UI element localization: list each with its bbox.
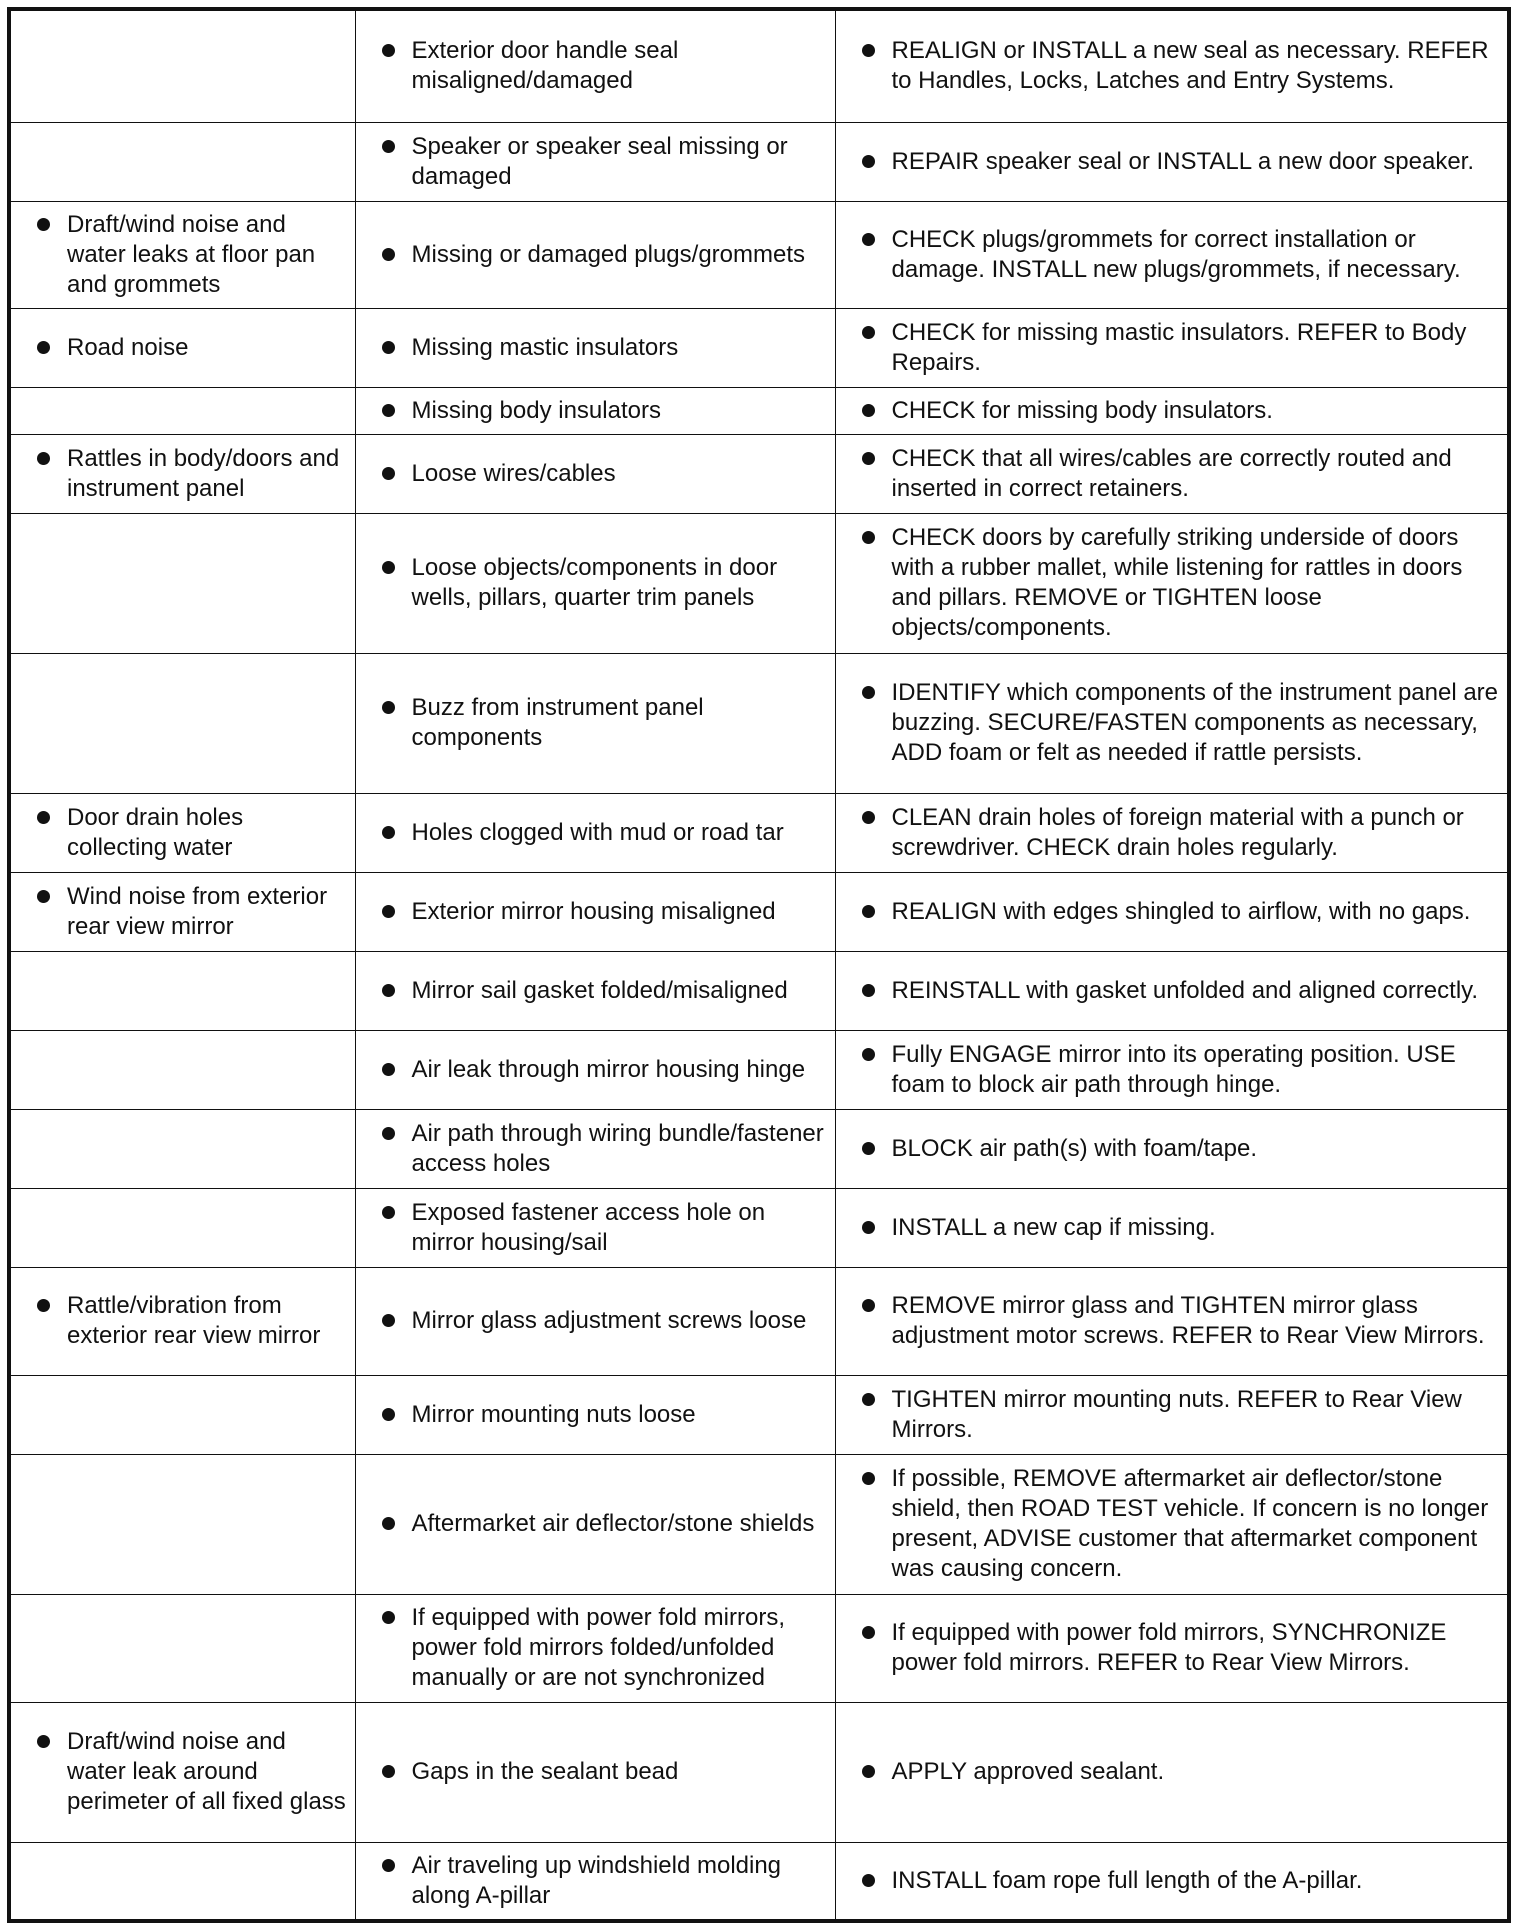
action-cell xyxy=(835,653,1509,793)
condition-cell xyxy=(9,434,355,513)
cause-text: Air traveling up windshield molding along A-pillar xyxy=(382,1851,829,1911)
cause-cell xyxy=(355,201,835,308)
action-text: REPAIR speaker seal or INSTALL a new door speaker. xyxy=(862,147,1502,177)
symptom-chart-body xyxy=(9,9,1509,1921)
action-text: REALIGN or INSTALL a new seal as necessary. REFER to Handles, Locks, Latches and Entry Systems. xyxy=(862,36,1502,96)
cause-cell xyxy=(355,1842,835,1921)
action-cell xyxy=(835,1702,1509,1842)
cause-text: Mirror mounting nuts loose xyxy=(382,1400,829,1430)
condition-cell xyxy=(9,201,355,308)
action-cell xyxy=(835,308,1509,387)
action-text: REMOVE mirror glass and TIGHTEN mirror glass adjustment motor screws. REFER to Rear View Mirrors. xyxy=(862,1291,1502,1351)
action-text: INSTALL a new cap if missing. xyxy=(862,1213,1502,1243)
condition-cell xyxy=(9,1702,355,1842)
table-row xyxy=(9,872,1509,951)
cause-text: Air path through wiring bundle/fastener access holes xyxy=(382,1119,829,1179)
cause-text: Gaps in the sealant bead xyxy=(382,1757,829,1787)
action-cell xyxy=(835,434,1509,513)
condition-cell xyxy=(9,1454,355,1594)
cause-cell xyxy=(355,122,835,201)
action-text: CLEAN drain holes of foreign material with a punch or screwdriver. CHECK drain holes regularly. xyxy=(862,803,1502,863)
cause-cell xyxy=(355,872,835,951)
condition-cell xyxy=(9,653,355,793)
action-text: BLOCK air path(s) with foam/tape. xyxy=(862,1134,1502,1164)
cause-cell xyxy=(355,513,835,653)
table-row xyxy=(9,1030,1509,1109)
cause-text: Missing body insulators xyxy=(382,396,829,426)
condition-cell xyxy=(9,9,355,122)
action-cell xyxy=(835,1375,1509,1454)
table-row xyxy=(9,1702,1509,1842)
cause-text: Exterior door handle seal misaligned/damaged xyxy=(382,36,829,96)
table-row xyxy=(9,387,1509,434)
action-text: CHECK that all wires/cables are correctly routed and inserted in correct retainers. xyxy=(862,444,1502,504)
cause-text: If equipped with power fold mirrors, power fold mirrors folded/unfolded manually or are not synchronized xyxy=(382,1603,829,1693)
cause-cell xyxy=(355,387,835,434)
table-row xyxy=(9,1109,1509,1188)
cause-cell xyxy=(355,1594,835,1702)
condition-cell xyxy=(9,1188,355,1267)
cause-text: Buzz from instrument panel components xyxy=(382,693,829,753)
table-row xyxy=(9,1375,1509,1454)
cause-text: Missing mastic insulators xyxy=(382,333,829,363)
action-text: REALIGN with edges shingled to airflow, with no gaps. xyxy=(862,897,1502,927)
condition-text: Road noise xyxy=(37,333,349,363)
table-row xyxy=(9,1842,1509,1921)
cause-text: Missing or damaged plugs/grommets xyxy=(382,240,829,270)
action-text: CHECK for missing mastic insulators. REFER to Body Repairs. xyxy=(862,318,1502,378)
cause-cell xyxy=(355,951,835,1030)
table-row xyxy=(9,513,1509,653)
action-text: INSTALL foam rope full length of the A-pillar. xyxy=(862,1866,1502,1896)
cause-text: Speaker or speaker seal missing or damaged xyxy=(382,132,829,192)
cause-text: Loose wires/cables xyxy=(382,459,829,489)
table-row xyxy=(9,793,1509,872)
cause-cell xyxy=(355,793,835,872)
cause-text: Air leak through mirror housing hinge xyxy=(382,1055,829,1085)
action-cell xyxy=(835,513,1509,653)
table-row xyxy=(9,201,1509,308)
action-cell xyxy=(835,201,1509,308)
action-cell xyxy=(835,951,1509,1030)
condition-cell xyxy=(9,793,355,872)
cause-text: Exterior mirror housing misaligned xyxy=(382,897,829,927)
action-cell xyxy=(835,1454,1509,1594)
action-cell xyxy=(835,872,1509,951)
condition-text: Wind noise from exterior rear view mirror xyxy=(37,882,349,942)
cause-text: Loose objects/components in door wells, pillars, quarter trim panels xyxy=(382,553,829,613)
table-row xyxy=(9,653,1509,793)
cause-text: Mirror sail gasket folded/misaligned xyxy=(382,976,829,1006)
action-cell xyxy=(835,387,1509,434)
table-row xyxy=(9,122,1509,201)
cause-cell xyxy=(355,1030,835,1109)
condition-cell xyxy=(9,1109,355,1188)
table-row xyxy=(9,1188,1509,1267)
condition-cell xyxy=(9,1267,355,1375)
table-row xyxy=(9,434,1509,513)
cause-text: Exposed fastener access hole on mirror housing/sail xyxy=(382,1198,829,1258)
action-cell xyxy=(835,1188,1509,1267)
table-row xyxy=(9,9,1509,122)
action-text: REINSTALL with gasket unfolded and aligned correctly. xyxy=(862,976,1502,1006)
condition-text: Rattles in body/doors and instrument panel xyxy=(37,444,349,504)
condition-text: Rattle/vibration from exterior rear view mirror xyxy=(37,1291,349,1351)
table-row xyxy=(9,1267,1509,1375)
action-text: Fully ENGAGE mirror into its operating position. USE foam to block air path through hinge. xyxy=(862,1040,1502,1100)
action-cell xyxy=(835,793,1509,872)
cause-text: Mirror glass adjustment screws loose xyxy=(382,1306,829,1336)
action-cell xyxy=(835,1030,1509,1109)
diagnosis-table-container xyxy=(7,7,1507,1923)
condition-cell xyxy=(9,1375,355,1454)
cause-cell xyxy=(355,308,835,387)
table-row xyxy=(9,1454,1509,1594)
action-text: CHECK plugs/grommets for correct installation or damage. INSTALL new plugs/grommets, if necessary. xyxy=(862,225,1502,285)
action-cell xyxy=(835,1267,1509,1375)
action-cell xyxy=(835,1594,1509,1702)
condition-text: Door drain holes collecting water xyxy=(37,803,349,863)
cause-cell xyxy=(355,1267,835,1375)
action-cell xyxy=(835,9,1509,122)
symptom-chart-table xyxy=(7,7,1511,1923)
condition-cell xyxy=(9,1842,355,1921)
condition-cell xyxy=(9,513,355,653)
cause-cell xyxy=(355,434,835,513)
condition-cell xyxy=(9,308,355,387)
cause-cell xyxy=(355,1702,835,1842)
action-text: If possible, REMOVE aftermarket air deflector/stone shield, then ROAD TEST vehicle. If concern is no longer present, ADVISE customer that aftermarket component was causing concern. xyxy=(862,1464,1502,1584)
action-text: If equipped with power fold mirrors, SYNCHRONIZE power fold mirrors. REFER to Rear View Mirrors. xyxy=(862,1618,1502,1678)
action-cell xyxy=(835,1842,1509,1921)
action-text: CHECK for missing body insulators. xyxy=(862,396,1502,426)
cause-cell xyxy=(355,653,835,793)
action-cell xyxy=(835,1109,1509,1188)
condition-text: Draft/wind noise and water leaks at floor pan and grommets xyxy=(37,210,349,300)
table-row xyxy=(9,1594,1509,1702)
condition-cell xyxy=(9,872,355,951)
cause-text: Holes clogged with mud or road tar xyxy=(382,818,829,848)
cause-text: Aftermarket air deflector/stone shields xyxy=(382,1509,829,1539)
cause-cell xyxy=(355,1375,835,1454)
cause-cell xyxy=(355,9,835,122)
action-text: IDENTIFY which components of the instrument panel are buzzing. SECURE/FASTEN components as necessary, ADD foam or felt as needed if rattle persists. xyxy=(862,678,1502,768)
cause-cell xyxy=(355,1454,835,1594)
action-text: CHECK doors by carefully striking underside of doors with a rubber mallet, while listening for rattles in doors and pillars. REMOVE or TIGHTEN loose objects/components. xyxy=(862,523,1502,643)
table-row xyxy=(9,308,1509,387)
action-text: APPLY approved sealant. xyxy=(862,1757,1502,1787)
cause-cell xyxy=(355,1188,835,1267)
action-text: TIGHTEN mirror mounting nuts. REFER to Rear View Mirrors. xyxy=(862,1385,1502,1445)
condition-text: Draft/wind noise and water leak around perimeter of all fixed glass xyxy=(37,1727,349,1817)
condition-cell xyxy=(9,1594,355,1702)
condition-cell xyxy=(9,387,355,434)
condition-cell xyxy=(9,951,355,1030)
action-cell xyxy=(835,122,1509,201)
condition-cell xyxy=(9,1030,355,1109)
table-row xyxy=(9,951,1509,1030)
condition-cell xyxy=(9,122,355,201)
cause-cell xyxy=(355,1109,835,1188)
